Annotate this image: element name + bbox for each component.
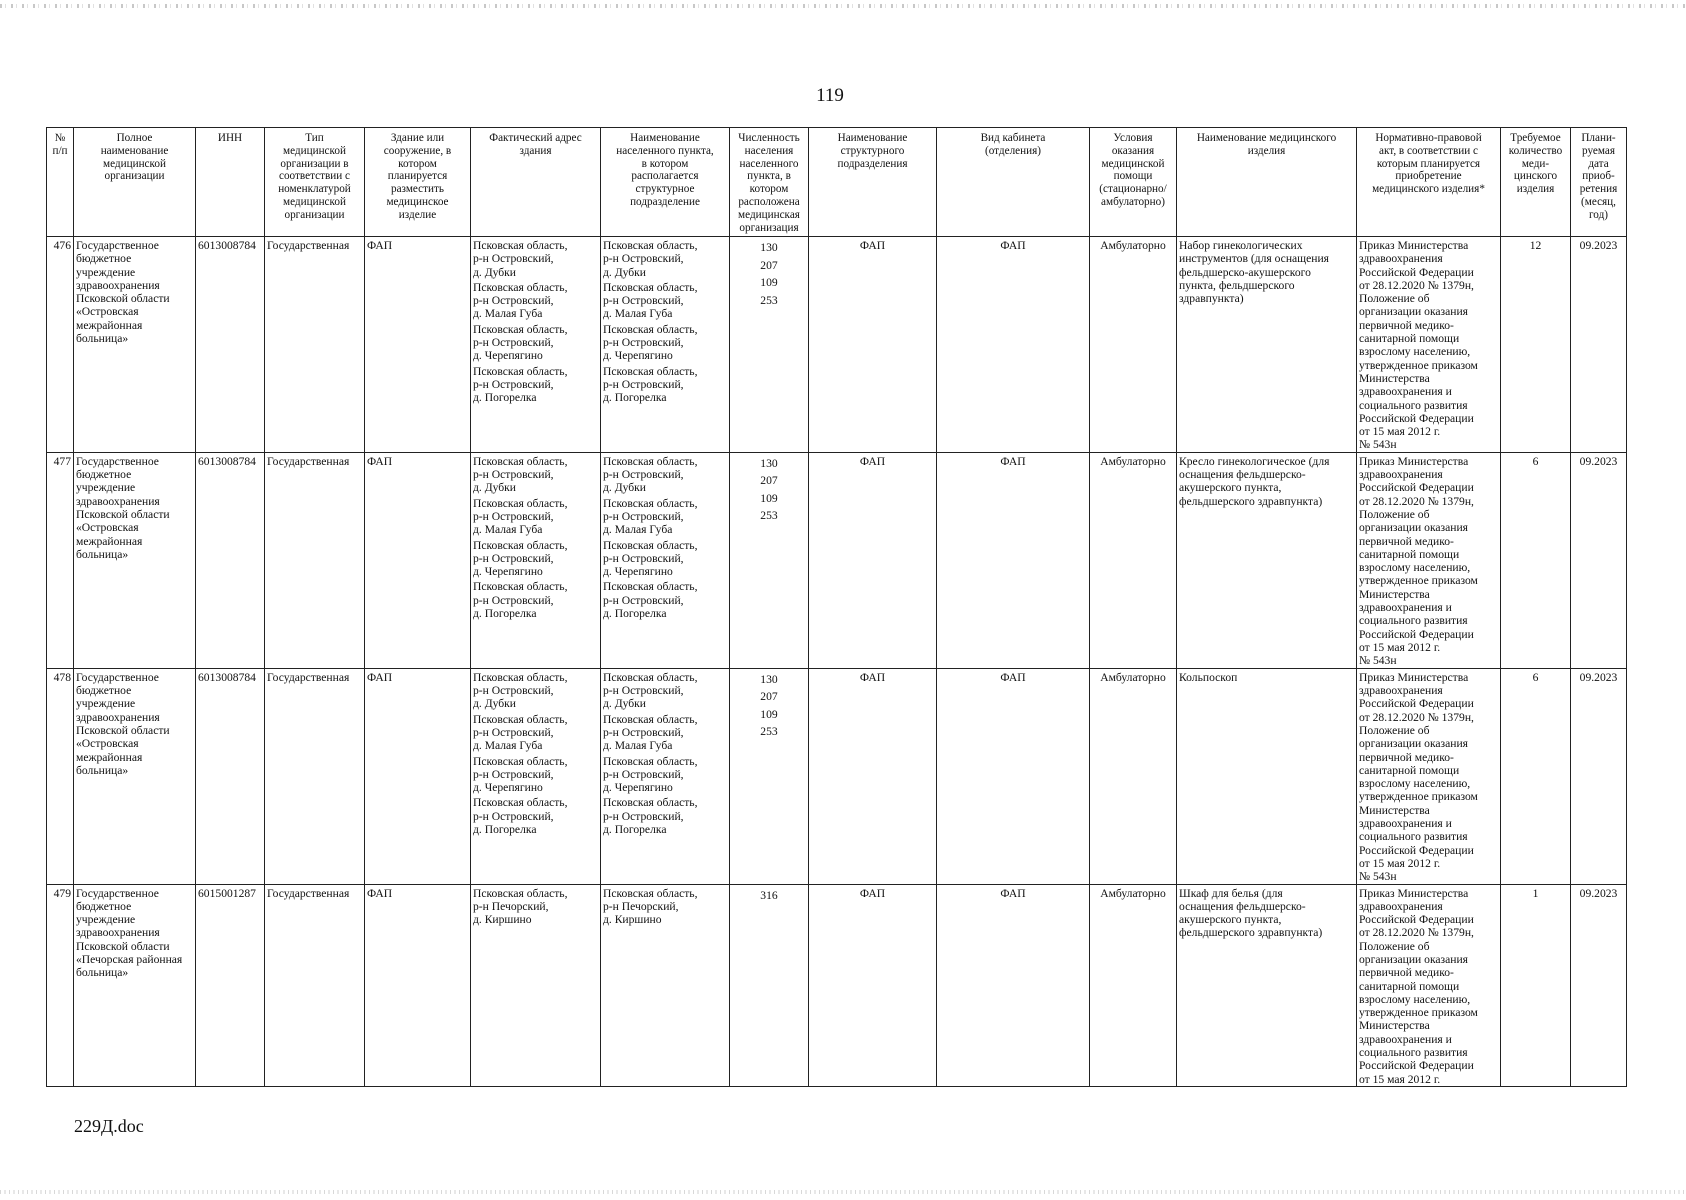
scan-edge-bottom <box>0 1190 1686 1194</box>
population-value: 109 <box>760 707 778 721</box>
header-legal-act: Нормативно-правовой акт, в соответствии с которым планируется приобретение медицинского изделия* <box>1357 128 1501 237</box>
settlement: Псковская область, р-н Островский, д. Дубки <box>603 239 698 279</box>
settlement-cell <box>601 668 730 884</box>
population-cell <box>730 668 809 884</box>
row-num: 477 <box>47 452 74 668</box>
address: Псковская область, р-н Островский, д. Дубки <box>473 670 568 711</box>
scan-edge-top <box>0 4 1686 8</box>
building: ФАП <box>365 668 471 884</box>
row-num: 476 <box>47 237 74 453</box>
unit: ФАП <box>809 452 937 668</box>
header-unit: Наименование структурного подразделения <box>809 128 937 237</box>
legal-act: Приказ Министерства здравоохранения Российской Федерации от 28.12.2020 № 1379н, Положение об организации оказания первичной медико- санитарной помощи взрослому населению, утвержденное приказом Министерства здравоохранения и социального развития Российской Федерации от 15 мая 2012 г. <box>1357 884 1501 1086</box>
conditions: Амбулаторно <box>1090 452 1177 668</box>
population-value: 207 <box>760 258 778 272</box>
address: Псковская область, р-н Островский, д. Малая Губа <box>473 496 568 537</box>
conditions: Амбулаторно <box>1090 884 1177 1086</box>
building: ФАП <box>365 237 471 453</box>
address-cell <box>471 884 601 1086</box>
unit: ФАП <box>809 668 937 884</box>
population-value: 207 <box>760 690 778 704</box>
org-type: Государственная <box>265 884 365 1086</box>
quantity: 12 <box>1501 237 1571 453</box>
device: Кольпоскоп <box>1177 668 1357 884</box>
org-name: Государственное бюджетное учреждение здравоохранения Псковской области «Островская межрайонная больница» <box>74 237 196 453</box>
population-value: 207 <box>760 474 778 488</box>
address: Псковская область, р-н Островский, д. Погорелка <box>473 796 568 837</box>
org-type: Государственная <box>265 452 365 668</box>
population-value: 316 <box>760 888 778 902</box>
table-row <box>47 452 1627 668</box>
address: Псковская область, р-н Островский, д. Черепягино <box>473 322 568 363</box>
settlement: Псковская область, р-н Островский, д. Черепягино <box>603 754 698 795</box>
legal-act: Приказ Министерства здравоохранения Российской Федерации от 28.12.2020 № 1379н, Положение об организации оказания первичной медико- санитарной помощи взрослому населению, утвержденное приказом Министерства здравоохранения и социального развития Российской Федерации от 15 мая 2012 г. № 543н <box>1357 452 1501 668</box>
cabinet: ФАП <box>937 452 1090 668</box>
header-device: Наименование медицинского изделия <box>1177 128 1357 237</box>
header-inn: ИНН <box>196 128 265 237</box>
cabinet: ФАП <box>937 884 1090 1086</box>
population-cell <box>730 237 809 453</box>
device: Кресло гинекологическое (для оснащения фельдшерско- акушерского пункта, фельдшерского здравпункта) <box>1177 452 1357 668</box>
quantity: 1 <box>1501 884 1571 1086</box>
settlement: Псковская область, р-н Островский, д. Малая Губа <box>603 280 698 321</box>
inn: 6015001287 <box>196 884 265 1086</box>
settlement-cell <box>601 237 730 453</box>
building: ФАП <box>365 884 471 1086</box>
header-building: Здание или сооружение, в котором планируется разместить медицинское изделие <box>365 128 471 237</box>
table-row <box>47 668 1627 884</box>
cabinet: ФАП <box>937 237 1090 453</box>
conditions: Амбулаторно <box>1090 668 1177 884</box>
settlement-cell <box>601 884 730 1086</box>
row-num: 479 <box>47 884 74 1086</box>
header-address: Фактический адрес здания <box>471 128 601 237</box>
address: Псковская область, р-н Островский, д. Малая Губа <box>473 712 568 753</box>
population-value: 130 <box>760 456 778 470</box>
table-row <box>47 237 1627 453</box>
population-value: 253 <box>760 725 778 739</box>
legal-act: Приказ Министерства здравоохранения Российской Федерации от 28.12.2020 № 1379н, Положение об организации оказания первичной медико- санитарной помощи взрослому населению, утвержденное приказом Министерства здравоохранения и социального развития Российской Федерации от 15 мая 2012 г. № 543н <box>1357 668 1501 884</box>
address: Псковская область, р-н Островский, д. Дубки <box>473 239 568 279</box>
address: Псковская область, р-н Островский, д. Погорелка <box>473 364 568 405</box>
address-cell <box>471 668 601 884</box>
population-value: 130 <box>760 241 778 254</box>
org-name: Государственное бюджетное учреждение здравоохранения Псковской области «Островская межрайонная больница» <box>74 668 196 884</box>
settlement: Псковская область, р-н Островский, д. Погорелка <box>603 364 698 405</box>
cabinet: ФАП <box>937 668 1090 884</box>
settlement-cell <box>601 452 730 668</box>
header-planned-date: Плани- руемая дата приоб- ретения (месяц, год) <box>1571 128 1627 237</box>
settlement: Псковская область, р-н Островский, д. Дубки <box>603 454 698 495</box>
settlement: Псковская область, р-н Островский, д. Малая Губа <box>603 496 698 537</box>
population-cell <box>730 884 809 1086</box>
planned-date: 09.2023 <box>1571 668 1627 884</box>
org-name: Государственное бюджетное учреждение здравоохранения Псковской области «Островская межрайонная больница» <box>74 452 196 668</box>
page-number: 119 <box>816 85 844 106</box>
settlement: Псковская область, р-н Островский, д. Погорелка <box>603 580 698 621</box>
header-settlement: Наименование населенного пункта, в котором располагается структурное подразделение <box>601 128 730 237</box>
header-cabinet: Вид кабинета (отделения) <box>937 128 1090 237</box>
population-value: 109 <box>760 276 778 289</box>
population-value: 130 <box>760 672 778 686</box>
population-value: 253 <box>760 293 778 307</box>
header-conditions: Условия оказания медицинской помощи (стационарно/ амбулаторно) <box>1090 128 1177 237</box>
settlement: Псковская область, р-н Островский, д. Черепягино <box>603 538 698 579</box>
population-cell <box>730 452 809 668</box>
header-population: Численность населения населенного пункта, в котором расположена медицинская организация <box>730 128 809 237</box>
conditions: Амбулаторно <box>1090 237 1177 453</box>
planned-date: 09.2023 <box>1571 237 1627 453</box>
org-name: Государственное бюджетное учреждение здравоохранения Псковской области «Печорская районная больница» <box>74 884 196 1086</box>
quantity: 6 <box>1501 452 1571 668</box>
settlement: Псковская область, р-н Островский, д. Дубки <box>603 670 698 711</box>
settlement: Псковская область, р-н Островский, д. Погорелка <box>603 796 698 837</box>
planned-date: 09.2023 <box>1571 884 1627 1086</box>
legal-act: Приказ Министерства здравоохранения Российской Федерации от 28.12.2020 № 1379н, Положение об организации оказания первичной медико- санитарной помощи взрослому населению, утвержденное приказом Министерства здравоохранения и социального развития Российской Федерации от 15 мая 2012 г. № 543н <box>1357 237 1501 453</box>
header-num: № п/п <box>47 128 74 237</box>
header-org-type: Тип медицинской организации в соответствии с номенклатурой медицинской организации <box>265 128 365 237</box>
org-type: Государственная <box>265 668 365 884</box>
unit: ФАП <box>809 884 937 1086</box>
address: Псковская область, р-н Островский, д. Черепягино <box>473 538 568 579</box>
address: Псковская область, р-н Островский, д. Дубки <box>473 454 568 495</box>
equipment-table <box>46 127 1627 1087</box>
device: Шкаф для белья (для оснащения фельдшерско- акушерского пункта, фельдшерского здравпункта) <box>1177 884 1357 1086</box>
settlement: Псковская область, р-н Островский, д. Малая Губа <box>603 712 698 753</box>
address: Псковская область, р-н Островский, д. Погорелка <box>473 580 568 621</box>
inn: 6013008784 <box>196 452 265 668</box>
settlement: Псковская область, р-н Печорский, д. Киршино <box>603 886 698 927</box>
inn: 6013008784 <box>196 668 265 884</box>
planned-date: 09.2023 <box>1571 452 1627 668</box>
table-row <box>47 884 1627 1086</box>
quantity: 6 <box>1501 668 1571 884</box>
address: Псковская область, р-н Островский, д. Черепягино <box>473 754 568 795</box>
org-type: Государственная <box>265 237 365 453</box>
header-org-name: Полное наименование медицинской организации <box>74 128 196 237</box>
address-cell <box>471 452 601 668</box>
footer-filename: 229Д.doc <box>74 1116 144 1136</box>
address-cell <box>471 237 601 453</box>
address: Псковская область, р-н Печорский, д. Киршино <box>473 886 568 927</box>
population-value: 109 <box>760 491 778 505</box>
address: Псковская область, р-н Островский, д. Малая Губа <box>473 280 568 321</box>
population-value: 253 <box>760 509 778 523</box>
settlement: Псковская область, р-н Островский, д. Черепягино <box>603 322 698 363</box>
device: Набор гинекологических инструментов (для оснащения фельдшерско-акушерского пункта, фельдшерского здравпункта) <box>1177 237 1357 453</box>
header-quantity: Требуемое количество меди- цинского изделия <box>1501 128 1571 237</box>
unit: ФАП <box>809 237 937 453</box>
table-header-row <box>47 128 1627 237</box>
inn: 6013008784 <box>196 237 265 453</box>
row-num: 478 <box>47 668 74 884</box>
building: ФАП <box>365 452 471 668</box>
